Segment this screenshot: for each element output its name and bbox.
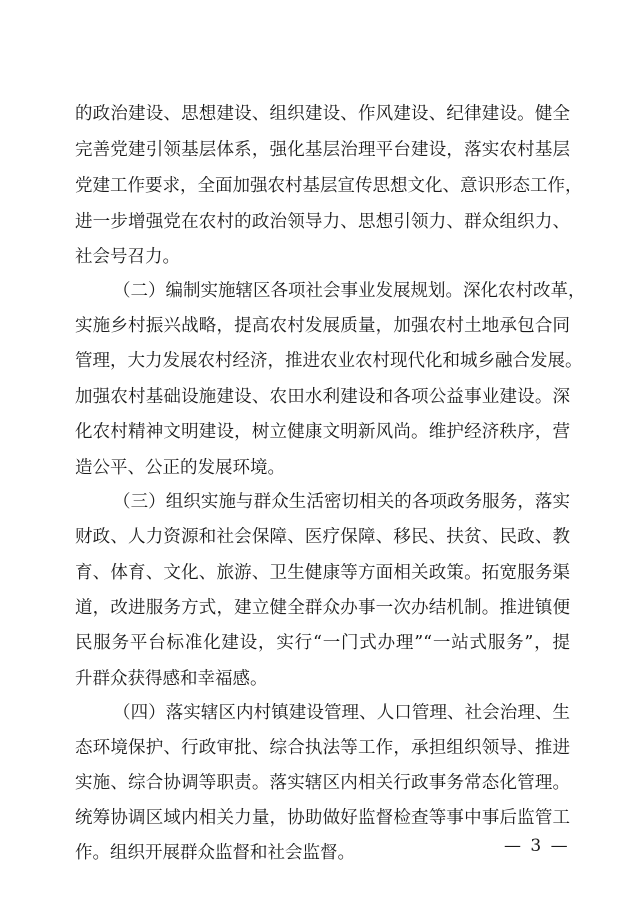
paragraph-line: 财政、人力资源和社会保障、医疗保障、移民、扶贫、民政、教 [75, 527, 570, 547]
paragraph-line: 化农村精神文明建设，树立健康文明新风尚。维护经济秩序，营 [75, 422, 570, 442]
paragraph-line: 加强农村基础设施建设、农田水利建设和各项公益事业建设。深 [75, 387, 570, 407]
paragraph-line: 育、体育、文化、旅游、卫生健康等方面相关政策。拓宽服务渠 [75, 563, 570, 583]
paragraph-line: 的政治建设、思想建设、组织建设、作风建设、纪律建设。健全 [75, 104, 570, 124]
paragraph-line: 社会号召力。 [75, 247, 180, 267]
paragraph-line: 道，改进服务方式，建立健全群众办事一次办结机制。推进镇便 [75, 598, 570, 618]
paragraph-first-line: （四）落实辖区内村镇建设管理、人口管理、社会治理、生 [113, 703, 570, 723]
paragraph-line: 作。组织开展群众监督和社会监督。 [75, 843, 355, 863]
paragraph-line: 管理，大力发展农村经济，推进农业农村现代化和城乡融合发展。 [75, 351, 583, 371]
paragraph-line: 党建工作要求，全面加强农村基层宣传思想文化、意识形态工作， [75, 176, 583, 196]
paragraph-line: 民服务平台标准化建设，实行“一门式办理”“一站式服务”，提 [75, 633, 570, 653]
page-number: — 3 — [504, 836, 570, 856]
paragraph-line: 完善党建引领基层体系，强化基层治理平台建设，落实农村基层 [75, 140, 570, 160]
paragraph-line: 实施、综合协调等职责。落实辖区内相关行政事务常态化管理。 [75, 773, 570, 793]
paragraph-first-line: （二）编制实施辖区各项社会事业发展规划。深化农村改革， [113, 281, 586, 301]
paragraph-line: 统筹协调区域内相关力量，协助做好监督检查等事中事后监管工 [75, 808, 570, 828]
paragraph-first-line: （三）组织实施与群众生活密切相关的各项政务服务，落实 [113, 492, 570, 512]
paragraph-line: 造公平、公正的发展环境。 [75, 458, 285, 478]
paragraph-line: 进一步增强党在农村的政治领导力、思想引领力、群众组织力、 [75, 212, 570, 232]
paragraph-line: 态环境保护、行政审批、综合执法等工作，承担组织领导、推进 [75, 738, 570, 758]
paragraph-line: 实施乡村振兴战略，提高农村发展质量，加强农村土地承包合同 [75, 316, 570, 336]
paragraph-line: 升群众获得感和幸福感。 [75, 669, 268, 689]
